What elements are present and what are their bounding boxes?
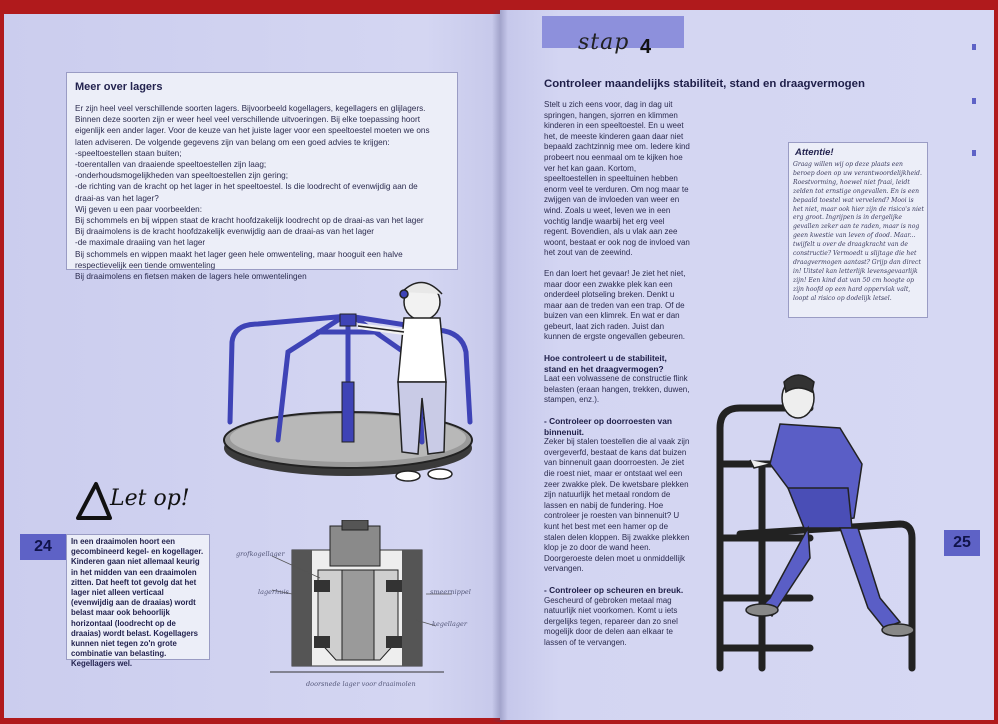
diagram-caption: doorsnede lager voor draaimolen [306, 680, 416, 688]
climbing-frame-illustration [700, 368, 946, 672]
paragraph-5: Gescheurd of gebroken metaal mag natuurlijk niet voorkomen. Komt u iets dergelijks tegen, repareer dan zo snel mogelijk door de delen aan elkaar te lassen of te vervangen. [544, 595, 678, 647]
paragraph-4: Zeker bij stalen toestellen die al vaak zijn overgeverfd, bestaat de kans dat buizen van binnenuit gaan doorroesten. Je ziet die roest niet, maar er ontstaat wel een zeer zwakke plek. De kwetsbare plekken zijn natuurlijk het metaal rondom de lassen en nabij de fundering. Hoe controleer je roesten van binnenuit? U kunt het best met een hamer op de stalen delen kloppen. Bij zwakke plekken klop je zo door de wand heen. Doorgeroeste delen moet u onmiddellijk vervangen. [544, 437, 690, 574]
let-op-label: Let op! [74, 478, 204, 528]
lagers-line: -de maximale draaiing van het lager [75, 238, 206, 248]
right-page-title: Controleer maandelijks stabiliteit, stand en draagvermogen [544, 78, 865, 90]
let-op-text: In een draaimolen hoort een gecombineerd kegel- en kogellager. Kinderen gaan niet allemaal keurig in het midden van een draaimolen zitten. Dat heeft tot gevolg dat het lager niet alleen verticaal (evenwijdig aan de draaias) wordt belast maar ook behoorlijk horizontaal (loodrecht op de draaias) wordt belast. Kogellagers kunnen niet tegen zo'n grote combinatie van belasting. Kegellagers wel. [71, 537, 204, 669]
paragraph-1: Stelt u zich eens voor, dag in dag uit springen, hangen, sjorren en klimmen kinderen in een speeltoestel. En u weet het, de meeste kinderen gaan daar niet bepaald zachtzinnig mee om. Iedere kind probeert nou eenmaal om te kijken hoe ver het kan gaan. Kortom, speeltoestellen in speeltuinen hebben enorm veel te verduren. Om nog maar te zwijgen van de invloeden van weer en wind. Zoals u weet, leven we in een vochtig landje waarbij het erg veel regent. Bovendien, als u vlak aan zee woont, bestaat er ook nog de invloed van het zout van de zeewind. [544, 100, 690, 258]
page-number-right: 25 [944, 530, 980, 556]
heading-doorroesten: - Controleer op doorroesten van binnenuit. [544, 416, 672, 437]
lagers-line: Bij draaimolens is de kracht hoofdzakelijk evenwijdig aan de draai-as van het lager [75, 227, 375, 237]
lagers-line: Bij draaimolens en fietsen maken de lagers hele omwentelingen [75, 272, 307, 282]
lagers-line: Bij schommels en bij wippen staat de kracht hoofdzakelijk loodrecht op de draai-as van het lager [75, 216, 424, 226]
lagers-line: Wij geven u een paar voorbeelden: [75, 204, 202, 214]
lagers-line: eigenlijk een ander lager. Voor de keuze van het juiste lager voor een speeltoestel moeten we ons [75, 126, 430, 136]
page-edge-tab [972, 98, 976, 104]
diagram-label-smeernippel: smeernippel [430, 588, 471, 596]
stap-label: stap [578, 30, 630, 55]
attentie-title: Attentie! [795, 147, 834, 158]
lagers-line: -speeltoestellen staan buiten; [75, 148, 182, 158]
lagers-line: Bij schommels en wippen maakt het lager geen hele omwenteling, maar hooguit een halve [75, 249, 403, 259]
heading-stabiliteit: Hoe controleert u de stabiliteit, stand en het draagvermogen? [544, 353, 667, 374]
diagram-label-grofkogellager: grofkogellager [236, 550, 285, 558]
stap-number: 4 [640, 36, 652, 58]
lagers-line: laten adviseren. De volgende gegevens zijn van belang om een goed advies te krijgen: [75, 137, 390, 147]
paragraph-2: En dan loert het gevaar! Je ziet het niet, maar door een zwakke plek kan een onderdeel plotseling breken. Denkt u maar aan de treden van een trap. Of de buizen van een klimrek. En wat er dan gebeurt, laat zich raden. Juist dan kunnen de ergste ongevallen gebeuren. [544, 268, 686, 342]
let-op-box [66, 534, 210, 669]
lagers-line: -toerentallen van draaiende speeltoestellen zijn laag; [75, 160, 267, 170]
warning-triangle-icon [74, 478, 114, 522]
merry-go-round-illustration [218, 272, 500, 496]
lagers-line: respectievelijk een tiende omwenteling [75, 260, 216, 270]
right-text-column [544, 100, 690, 649]
diagram-label-kegellager: kegellager [432, 620, 467, 628]
attentie-body: Graag willen wij op deze plaats een beroep doen op uw verantwoordelijkheid. Roestvorming, hoewel niet fraai, leidt zelden tot ernstige ongevallen. En is een bepaald toestel wat vervelend? Mooi is het niet, maar ook hier zijn de risico's niet erg groot. Ingrijpen is in dergelijke gevallen zeker aan te raden, maar is nog geen kwestie van leven of dood. Maar... twijfelt u over de draagkracht van de constructie? Vermoedt u slijtage die het draagvermogen aantast? Grijp dan direct in! Uitstel kan letterlijk levensgevaarlijk zijn! Een kind dat van 50 cm hoogte op zijn hoofd op een hard oppervlak valt, loopt al risico op dodelijk letsel. [793, 161, 924, 302]
lagers-line: draai-as van het lager? [75, 193, 159, 203]
page-edge-tab [972, 150, 976, 156]
attentie-box [788, 142, 928, 318]
lagers-title: Meer over lagers [75, 81, 163, 93]
lagers-line: -onderhoudsmogelijkheden van speeltoestellen zijn gering; [75, 171, 289, 181]
diagram-label-lagerhuis: lagerhuis [258, 588, 289, 596]
lagers-line: Er zijn heel veel verschillende soorten lagers. Bijvoorbeeld kogellagers, kegellagers en glijlagers. [75, 104, 426, 113]
lagers-line: Binnen deze soorten zijn er weer heel veel verschillende uitvoeringen. Bij elke toepassing hoort [75, 115, 420, 125]
lagers-line: -de richting van de kracht op het lager in het speeltoestel. Is die loodrecht of evenwijdig aan de [75, 182, 418, 192]
bearing-cross-section-diagram [230, 520, 490, 690]
heading-scheuren: - Controleer op scheuren en breuk. [544, 584, 684, 595]
page-number-left: 24 [20, 534, 66, 560]
lagers-body [75, 103, 451, 282]
page-edge-tab [972, 44, 976, 50]
paragraph-3: Laat een volwassene de constructie flink belasten (eraan hangen, trekken, duwen, stampen, enz.). [544, 374, 690, 405]
lagers-info-box [66, 72, 458, 282]
